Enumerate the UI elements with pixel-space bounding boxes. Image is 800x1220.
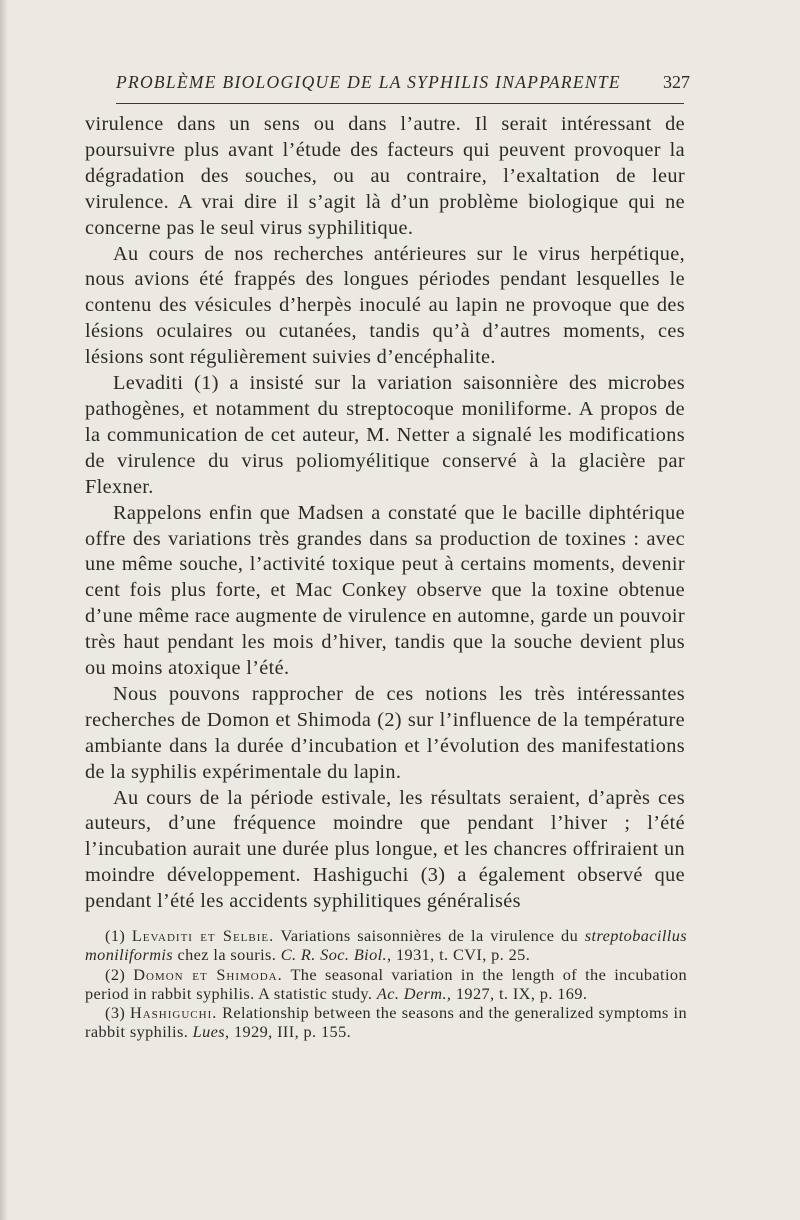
footnote-citation: 1929, III, p. 155. [234,1022,352,1042]
footnote-1 [85,926,687,965]
footnote-authors: Hashiguchi. [129,1003,218,1023]
footnote-marker: (1) [105,926,126,945]
footnote-text: The seasonal variation in the length of the incubation period in rabbit syphilis. A statistic study. [85,964,687,1003]
footnote-citation: 1931, t. CVI, p. 25. [395,945,531,965]
footnote-2 [85,965,687,1004]
header-rule [116,103,684,104]
paragraph-estivale: Au cours de la période estivale, les résultats seraient, d’après ces auteurs, d’une fréquence moindre que pendant l’hiver ; l’été l’incubation aurait une durée plus longue, et les chancres offriraient un moindre développement. Hashiguchi (3) a également observé que pendant l’été les accidents syphilitiques généralisés [85,786,685,913]
footnote-authors: Domon et Shimoda. [133,964,283,984]
footnote-journal: Lues, [192,1022,230,1042]
footnote-authors: Levaditi et Selbie. [131,926,275,945]
body-text [85,112,685,915]
footnote-3 [85,1003,687,1042]
footnote-marker: (2) [105,964,126,984]
paragraph-herpes: Au cours de nos recherches antérieures sur le virus herpétique, nous avions été frappés des longues périodes pendant lesquelles le contenu des vésicules d’herpès inoculé au lapin ne provoque que des lésions oculaires ou cutanées, tandis qu’à d’autres moments, ces lésions sont régulièrement suivies d’encéphalite. [85,242,685,369]
page-edge-shadow [0,0,8,1220]
paragraph-domon-shimoda: Nous pouvons rapprocher de ces notions les très intéressantes recherches de Domon et Shimoda (2) sur l’influence de la température ambiante dans la durée d’incubation et l’évolution des manifestations de la syphilis expérimentale du lapin. [85,682,685,783]
footnote-text: chez la souris. [177,945,277,965]
paragraph-madsen: Rappelons enfin que Madsen a constaté que le bacille diphtérique offre des variations très grandes dans sa production de toxines : avec une même souche, l’activité toxique peut à certains moments, devenir cent fois plus forte, et Mac Conkey observe que la toxine obtenue d’une même race augmente de virulence en automne, garde un pouvoir très haut pendant les mois d’hiver, tandis que la souche devient plus ou moins atoxique l’été. [85,501,685,680]
paragraph-levaditi: Levaditi (1) a insisté sur la variation saisonnière des microbes pathogènes, et notamment du streptocoque moniliforme. A propos de la communication de cet auteur, M. Netter a signalé les modifications de virulence du virus poliomyélitique conservé à la glacière par Flexner. [85,372,685,498]
running-title: PROBLÈME BIOLOGIQUE DE LA SYPHILIS INAPPARENTE [116,72,621,92]
paragraph-continuation: virulence dans un sens ou dans l’autre. Il serait intéressant de poursuivre plus avant l’étude des facteurs qui peuvent provoquer la dégradation des souches, ou au contraire, l’exaltation de leur virulence. A vrai dire il s’agit là d’un problème biologique qui ne concerne pas le seul virus syphilitique. [85,113,685,239]
footnote-text: Relationship between the seasons and the generalized symptoms in rabbit syphilis. [85,1003,687,1042]
footnote-journal: C. R. Soc. Biol., [280,945,392,965]
page-number: 327 [663,72,690,92]
footnote-citation: 1927, t. IX, p. 169. [455,983,588,1003]
footnote-marker: (3) [105,1003,126,1023]
footnote-journal: Ac. Derm., [376,983,452,1003]
footnote-species: streptobacillus moniliformis [85,926,687,965]
footnotes [85,926,687,1042]
footnote-text: Variations saisonnières de la virulence du [280,926,579,945]
running-head [112,72,690,96]
